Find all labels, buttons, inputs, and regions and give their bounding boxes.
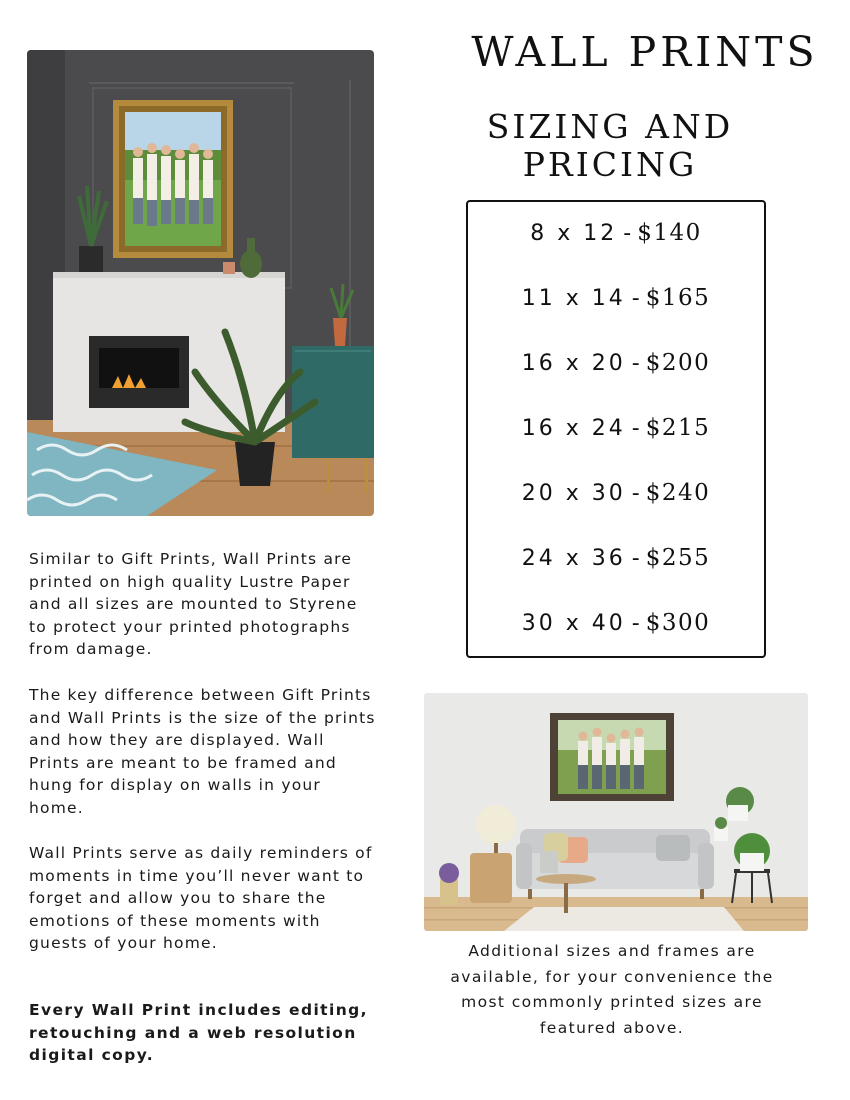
dash-separator: - <box>631 416 640 441</box>
dash-separator: - <box>631 481 640 506</box>
page-title: WALL PRINTS <box>471 28 819 76</box>
dash-separator: - <box>631 546 640 571</box>
print-size: 11 x 14 <box>521 286 626 311</box>
print-price: $200 <box>645 350 711 376</box>
living-room-photo <box>27 50 374 516</box>
print-price: $240 <box>645 480 711 506</box>
dash-separator: - <box>631 351 640 376</box>
pricing-row <box>468 346 764 380</box>
print-size: 8 x 12 <box>530 221 618 246</box>
print-size: 16 x 20 <box>521 351 626 376</box>
dash-separator: - <box>623 221 632 246</box>
dash-separator: - <box>631 286 640 311</box>
print-price: $215 <box>645 415 711 441</box>
description-paragraph-2: The key difference between Gift Prints and Wall Prints is the size of the prints and how they are displayed. Wall Prints are meant to be framed and hung for display on walls in your home. <box>29 686 376 817</box>
print-price: $165 <box>645 285 711 311</box>
sofa-room-photo <box>424 693 808 931</box>
included-services-note: Every Wall Print includes editing, retouching and a web resolution digital copy. <box>29 1001 368 1065</box>
print-price: $255 <box>645 545 711 571</box>
pricing-row <box>468 216 764 250</box>
print-size: 24 x 36 <box>521 546 626 571</box>
print-size: 30 x 40 <box>521 611 626 636</box>
pricing-row <box>468 606 764 640</box>
print-price: $300 <box>645 610 711 636</box>
pricing-table <box>466 200 766 658</box>
print-size: 16 x 24 <box>521 416 626 441</box>
photo-caption: Additional sizes and frames are available, for your convenience the most commonly printed sizes are featured above. <box>450 942 774 1037</box>
pricing-row <box>468 411 764 445</box>
pricing-row <box>468 541 764 575</box>
pricing-row <box>468 476 764 510</box>
print-size: 20 x 30 <box>521 481 626 506</box>
description-paragraph-3: Wall Prints serve as daily reminders of moments in time you’ll never want to forget and allow you to share the emotions of these moments with guests of your home. <box>29 844 373 953</box>
page-subtitle: SIZING AND PRICING <box>486 107 734 184</box>
description-paragraph-1: Similar to Gift Prints, Wall Prints are printed on high quality Lustre Paper and all sizes are mounted to Styrene to protect your printed photographs from damage. <box>29 550 358 659</box>
print-price: $140 <box>637 220 702 246</box>
pricing-row <box>468 281 764 315</box>
dash-separator: - <box>631 611 640 636</box>
